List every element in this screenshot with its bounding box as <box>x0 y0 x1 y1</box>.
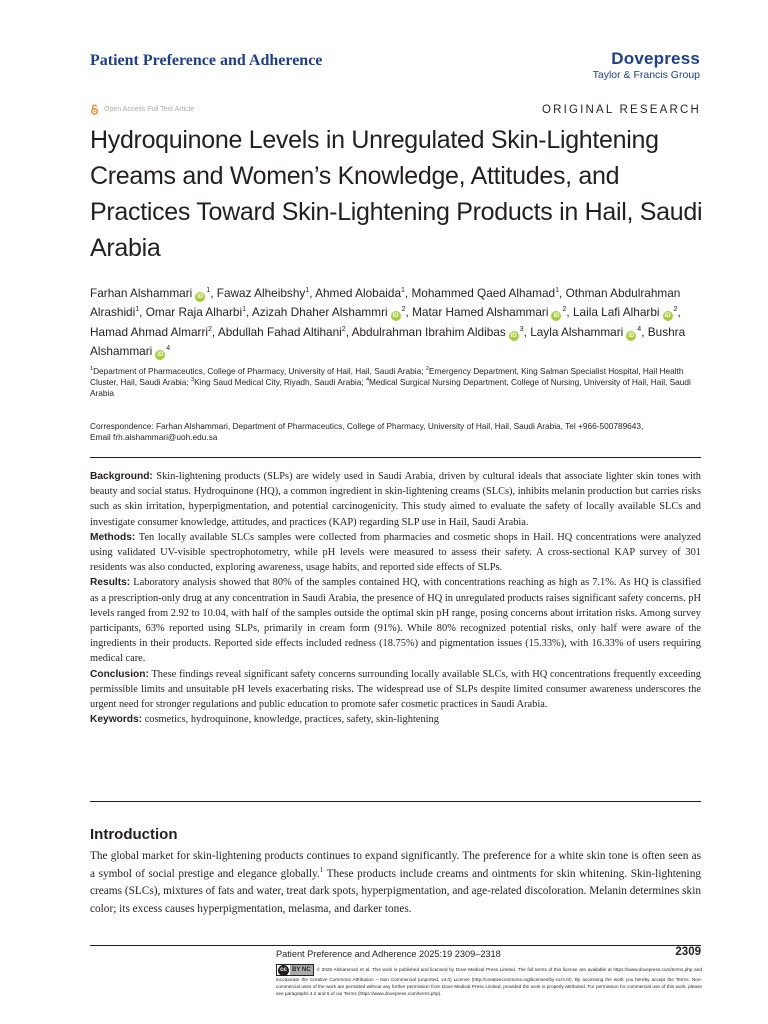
methods-text: Ten locally available SLCs samples were collected from pharmacies and cosmetic shops in Hail. HQ concentrations were analyzed using validated UV-visible spectrophotometry, while pH levels were measured to assess their safety. A cross-sectional KAP survey of 301 residents was also conducted, exploring awareness, usage habits, and reported side effects of SLPs. <box>90 531 701 574</box>
affiliation-text: King Saud Medical City, Riyadh, Saudi Arabia; <box>194 377 366 388</box>
publisher-brand: Dovepress <box>611 49 700 68</box>
introduction-text <box>90 848 701 918</box>
abstract-conclusion <box>90 667 701 713</box>
affiliation-number: 2 <box>425 366 429 373</box>
correspondence-email[interactable]: Email frh.alshammari@uoh.edu.sa <box>90 432 218 443</box>
abstract-bottom-rule <box>90 801 701 802</box>
author-affiliation-number: 4 <box>166 345 171 353</box>
author-affiliation-number: 2 <box>673 306 678 314</box>
orcid-icon[interactable]: iD <box>510 332 517 339</box>
author <box>90 325 218 339</box>
open-access-text: Open Access Full Text Article <box>104 106 195 113</box>
author-affiliation-number: 1 <box>401 287 405 295</box>
article-type: ORIGINAL RESEARCH <box>541 104 701 116</box>
author <box>411 286 565 300</box>
author-separator: , <box>566 305 573 320</box>
author-name: Othman Abdulrahman Alrashidi <box>90 286 681 320</box>
author <box>530 325 648 339</box>
author-separator: , <box>211 324 218 339</box>
footer-citation: Patient Preference and Adherence 2025:19 2309–2318 <box>276 949 501 959</box>
results-text: Laboratory analysis showed that 80% of the samples contained HQ, with concentrations reaching as high as 7.1%. As HQ is classified as a prescription-only drug at any concentration in Saudi Arabia, the presence of HQ in unregulated products raises significant safety concerns. pH levels ranged from 2.92 to 10.04, with half of the samples outside the optimal skin pH range, posing concerns about irritation risks. Among survey participants, 63% reported using SLPs, primarily in cream form (91%). While 80% recognized potential risks, only half were aware of the ingredients in their products. Reported side effects included redness (18.75%) and pigmentation issues (15.33%), with 16.33% of users requiring medical care. <box>90 577 701 665</box>
author-separator: , <box>345 324 352 339</box>
correspondence <box>90 421 710 443</box>
conclusion-label: Conclusion: <box>90 668 149 680</box>
author <box>412 305 573 319</box>
author-name: Layla Alshammari <box>530 324 624 339</box>
affiliation-number: 4 <box>365 377 369 384</box>
author <box>90 286 217 300</box>
publisher-logo <box>593 49 700 81</box>
author-list <box>90 284 710 362</box>
cc-icon: cc <box>278 965 289 976</box>
author-separator: , <box>523 324 531 339</box>
author-affiliation-number: 1 <box>305 287 310 295</box>
license-text: © 2025 Alshammari et al. This work is published and licensed by Dove Medical Press Limited. The full terms of this license are available at https://www.dovepress.com/terms.php and incorporate the Creative Commons Attribution – Non Commercial (unported, v4.0) License (http://creativecommons.org/licenses/by-nc/4.0/). By accessing the work you hereby accept the Terms. Non-commercial uses of the work are permitted without any further permission from Dove Medical Press Limited, provided the work is properly attributed. For permission for commercial use of this work, please see paragraphs 4.2 and 5 of our Terms (https://www.dovepress.com/terms.php). <box>276 967 702 996</box>
author-name: Bushra Alshammari <box>90 324 686 359</box>
author-affiliation-number: 1 <box>242 306 247 314</box>
author <box>573 305 681 319</box>
author-separator: , <box>677 305 681 320</box>
abstract-top-rule <box>90 457 701 458</box>
author-affiliation-number: 1 <box>555 287 559 295</box>
abstract-keywords <box>90 712 701 727</box>
author-name: Hamad Ahmad Almarri <box>90 324 209 339</box>
author-name: Mohammed Qaed Alhamad <box>411 286 556 300</box>
author-separator: , <box>404 286 412 300</box>
affiliation-number: 3 <box>191 377 195 384</box>
author-name: Omar Raja Alharbi <box>145 305 243 320</box>
affiliation-text: Department of Pharmaceutics, College of Pharmacy, University of Hail, Hail, Saudi Arabia; <box>93 366 426 376</box>
introduction-heading: Introduction <box>90 826 178 843</box>
abstract-results <box>90 575 701 666</box>
article-title: Hydroquinone Levels in Unregulated Skin-Lightening Creams and Women’s Knowledge, Attitudes, and Practices Toward Skin-Lightening Products in Hail, Saudi Arabia <box>90 126 703 262</box>
orcid-icon[interactable]: iD <box>392 313 399 320</box>
author-separator: , <box>210 286 217 300</box>
author-name: Abdullah Fahad Altihani <box>217 324 342 339</box>
methods-label: Methods: <box>90 531 136 543</box>
author <box>218 325 352 339</box>
affiliation-text: Emergency Department, King Salman Specialist Hospital, Hail Health Cluster, Hail, Saudi Arabia; <box>90 366 684 388</box>
cc-license-badge[interactable] <box>276 964 314 976</box>
abstract-background <box>90 469 701 530</box>
results-label: Results: <box>90 577 131 589</box>
keywords-label: Keywords: <box>90 714 143 726</box>
author-separator: , <box>405 305 413 320</box>
abstract <box>90 469 701 727</box>
author-separator: , <box>559 286 566 300</box>
author-name: Laila Lafi Alharbi <box>572 305 660 320</box>
by-nc-label: BY NC <box>292 967 311 973</box>
license-text-block <box>276 964 702 997</box>
orcid-icon[interactable]: iD <box>197 294 204 300</box>
author <box>315 286 411 300</box>
publisher-sub: Taylor & Francis Group <box>592 69 700 81</box>
page-number: 2309 <box>675 946 701 958</box>
keywords-text: cosmetics, hydroquinone, knowledge, practices, safety, skin-lightening <box>142 714 439 726</box>
author <box>352 325 531 339</box>
correspondence-line: Correspondence: Farhan Alshammari, Department of Pharmaceutics, College of Pharmacy, University of Hail, Hail, Saudi Arabia, Tel +966-500789643, <box>90 421 644 431</box>
affiliation-text: Medical Surgical Nursing Department, College of Nursing, University of Hail, Hail, Saudi Arabia <box>90 377 691 399</box>
author-affiliation-number: 1 <box>206 287 211 295</box>
author-name: Fawaz Alheibshy <box>216 286 306 300</box>
author-affiliation-number: 2 <box>401 306 406 314</box>
author <box>252 305 412 319</box>
author-affiliation-number: 1 <box>135 306 140 314</box>
intro-text-b: These products include creams and ointments for skin whitening. Skin-lightening creams (SLCs), mixtures of fats and water, treat dark spots, hyperpigmentation, and age-related discoloration. Melanin determines skin color; its excess causes hyperpigmentation, melasma, and darker tones. <box>90 867 701 915</box>
author-separator: , <box>246 305 252 320</box>
open-access-label <box>90 104 194 115</box>
conclusion-text: These findings reveal significant safety concerns surrounding locally available SLCs, with HQ concentrations frequently exceeding permissible limits and unsuitable pH levels exacerbating risks. The widespread use of SLPs despite limited consumer awareness underscores the urgent need for stronger regulations and public education to promote safer cosmetic practices in Saudi Arabia. <box>90 668 701 711</box>
reference-link[interactable]: 1 <box>319 865 324 874</box>
open-access-icon <box>90 104 99 115</box>
footer-rule <box>90 945 701 946</box>
journal-name: Patient Preference and Adherence <box>90 52 323 69</box>
author-affiliation-number: 4 <box>637 325 642 333</box>
orcid-icon[interactable]: iD <box>664 313 671 320</box>
author-affiliation-number: 2 <box>341 325 346 333</box>
affiliation-number: 1 <box>90 366 94 373</box>
author-affiliation-number: 3 <box>519 325 524 333</box>
background-label: Background: <box>90 471 153 482</box>
author-separator: , <box>309 286 316 300</box>
orcid-icon[interactable]: iD <box>553 313 560 320</box>
author-name: Ahmed Alobaida <box>315 286 402 300</box>
author-name: Abdulrahman Ibrahim Aldibas <box>351 324 506 339</box>
author-affiliation-number: 2 <box>562 306 567 314</box>
author-name: Farhan Alshammari <box>90 286 193 300</box>
author <box>217 286 315 300</box>
author-name: Matar Hamed Alshammari <box>412 305 549 320</box>
affiliations <box>90 366 710 400</box>
author-affiliation-number: 2 <box>208 325 212 333</box>
orcid-icon[interactable]: iD <box>628 332 635 339</box>
intro-text-a: The global market for skin-lightening products continues to expand significantly. The preference for a white skin tone is often seen as a symbol of social prestige and elegance globally. <box>90 850 701 880</box>
author-separator: , <box>139 305 146 320</box>
background-text: Skin-lightening products (SLPs) are widely used in Saudi Arabia, driven by cultural ideals that associate lighter skin tones with beauty and social status. Hydroquinone (HQ), a common ingredient in skin-lightening creams (SLCs), inhibits melanin production but carries risks such as skin irritation, hyperpigmentation, and potential carcinogenicity. This study aimed to evaluate the safety of locally available SLCs and investigate consumer knowledge, attitudes, and practices (KAP) regarding SLP use in Hail, Saudi Arabia. <box>90 471 701 528</box>
author-name: Azizah Dhaher Alshammri <box>251 305 388 320</box>
author <box>146 305 252 319</box>
abstract-methods <box>90 530 701 576</box>
orcid-icon[interactable]: iD <box>157 352 164 359</box>
author-separator: , <box>641 324 648 339</box>
